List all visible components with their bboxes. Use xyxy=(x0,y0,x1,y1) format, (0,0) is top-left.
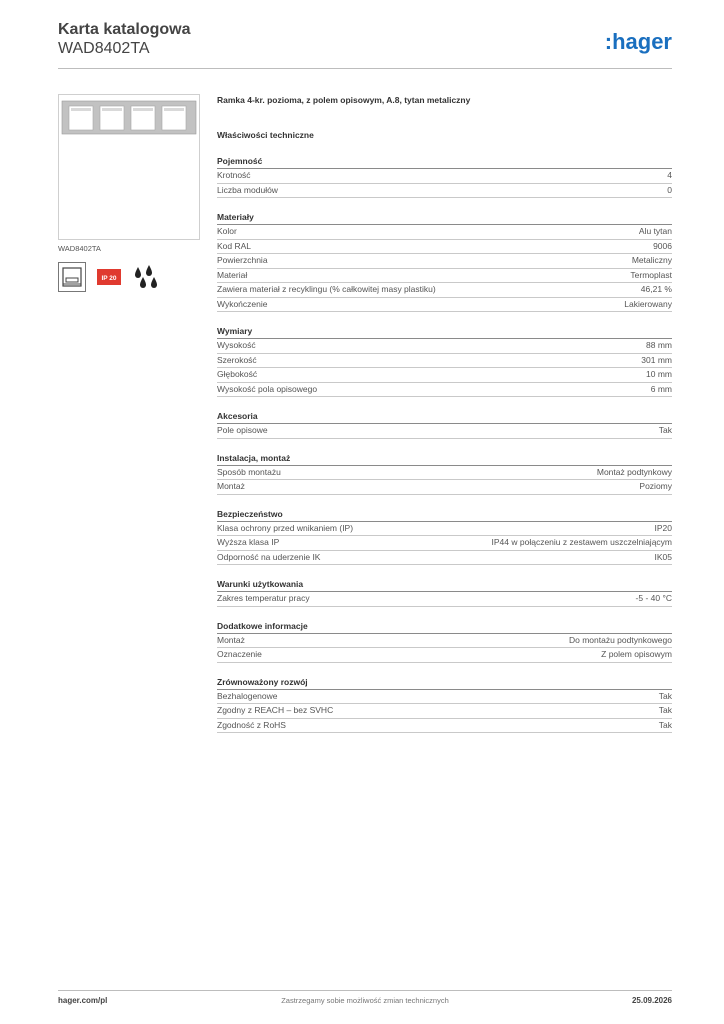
spec-label: Klasa ochrony przed wnikaniem (IP) xyxy=(217,522,354,533)
spec-label: Głębokość xyxy=(217,369,258,379)
spec-section xyxy=(217,411,672,439)
spec-label: Powierzchnia xyxy=(217,255,268,265)
spec-row xyxy=(217,551,672,566)
spec-label: Wysokość xyxy=(217,340,256,350)
spec-value: 46,21 % xyxy=(640,284,672,294)
spec-value: Termoplast xyxy=(630,269,672,280)
spec-label: Zgodny z REACH – bez SVHC xyxy=(217,705,334,715)
spec-label: Zgodność z RoHS xyxy=(217,719,286,730)
spec-value: IK05 xyxy=(654,551,672,562)
spec-row xyxy=(217,480,672,495)
product-code: WAD8402TA xyxy=(58,40,150,57)
spec-value: -5 - 40 °C xyxy=(635,593,672,603)
spec-value: Alu tytan xyxy=(638,226,672,236)
spec-label: Wyższa klasa IP xyxy=(217,537,280,547)
spec-label: Pole opisowe xyxy=(217,425,268,435)
footer-date: 25.09.2026 xyxy=(631,996,672,1005)
spec-value: Poziomy xyxy=(639,481,672,491)
spec-value: Tak xyxy=(658,425,672,435)
spec-value: Montaż podtynkowy xyxy=(596,466,672,477)
spec-value: 10 mm xyxy=(646,369,672,379)
header-divider xyxy=(58,68,672,69)
technical-properties-heading: Właściwości techniczne xyxy=(217,130,314,140)
spec-row xyxy=(217,424,672,439)
spec-value: Tak xyxy=(658,690,672,701)
product-image xyxy=(58,94,200,240)
spec-section xyxy=(217,621,672,663)
spec-label: Bezhalogenowe xyxy=(217,690,278,701)
image-caption: WAD8402TA xyxy=(58,244,101,253)
spec-row xyxy=(217,592,672,607)
spec-section xyxy=(217,212,672,312)
spec-row xyxy=(217,169,672,184)
spec-label: Zawiera materiał z recyklingu (% całkowitej masy plastiku) xyxy=(217,284,436,294)
ip-badge-text: IP 20 xyxy=(101,275,117,282)
spec-value: Do montażu podtynkowego xyxy=(568,634,672,645)
spec-row xyxy=(217,634,672,649)
logo-text: :hager xyxy=(604,29,672,54)
spec-row xyxy=(217,690,672,705)
spec-value: 301 mm xyxy=(641,354,672,365)
spec-value: Tak xyxy=(658,705,672,715)
spec-label: Szerokość xyxy=(217,354,257,365)
section-title: Materiały xyxy=(217,212,672,225)
page-header xyxy=(58,20,672,68)
spec-row xyxy=(217,298,672,313)
spec-sections xyxy=(217,156,672,733)
spec-row xyxy=(217,368,672,383)
spec-row xyxy=(217,704,672,719)
spec-value: Z polem opisowym xyxy=(601,649,672,659)
section-title: Pojemność xyxy=(217,156,672,169)
hager-logo xyxy=(592,28,672,56)
spec-row xyxy=(217,354,672,369)
spec-row xyxy=(217,466,672,481)
spec-label: Montaż xyxy=(217,634,245,645)
spec-row xyxy=(217,184,672,199)
spec-row xyxy=(217,719,672,734)
section-title: Instalacja, montaż xyxy=(217,453,672,466)
spec-section xyxy=(217,453,672,495)
product-icons xyxy=(58,262,160,292)
spec-row xyxy=(217,254,672,269)
spec-row xyxy=(217,225,672,240)
spec-value: 88 mm xyxy=(646,340,672,350)
frame-illustration xyxy=(59,95,199,239)
spec-value: Tak xyxy=(658,719,672,730)
spec-value: IP20 xyxy=(654,522,672,533)
spec-label: Kod RAL xyxy=(217,240,252,251)
spec-value: 4 xyxy=(667,170,672,180)
spec-label: Sposób montażu xyxy=(217,466,281,477)
section-title: Bezpieczeństwo xyxy=(217,509,672,522)
spec-row xyxy=(217,522,672,537)
spec-section xyxy=(217,677,672,734)
spec-label: Odporność na uderzenie IK xyxy=(217,551,321,562)
flush-mount-icon xyxy=(58,262,86,292)
spec-label: Oznaczenie xyxy=(217,649,262,659)
section-title: Warunki użytkowania xyxy=(217,579,672,592)
spec-label: Liczba modułów xyxy=(217,184,278,195)
product-description: Ramka 4-kr. pozioma, z polem opisowym, A.8, tytan metaliczny xyxy=(217,95,471,105)
water-drops-icon xyxy=(132,262,160,292)
spec-section xyxy=(217,326,672,397)
ip-rating-icon xyxy=(95,262,123,292)
spec-row xyxy=(217,269,672,284)
spec-row xyxy=(217,339,672,354)
footer-divider xyxy=(58,990,672,991)
spec-value: 0 xyxy=(667,184,672,195)
spec-label: Krotność xyxy=(217,170,251,180)
spec-label: Materiał xyxy=(217,269,248,280)
spec-row xyxy=(217,383,672,398)
spec-section xyxy=(217,579,672,607)
spec-row xyxy=(217,240,672,255)
spec-label: Zakres temperatur pracy xyxy=(217,593,310,603)
section-title: Dodatkowe informacje xyxy=(217,621,672,634)
spec-label: Wykończenie xyxy=(217,298,268,309)
footer-disclaimer: Zastrzegamy sobie możliwość zmian technicznych xyxy=(281,996,449,1005)
spec-value: 9006 xyxy=(653,240,672,251)
spec-row xyxy=(217,536,672,551)
spec-value: Metaliczny xyxy=(631,255,672,265)
section-title: Wymiary xyxy=(217,326,672,339)
spec-label: Montaż xyxy=(217,481,245,491)
footer-website: hager.com/pl xyxy=(58,996,108,1005)
page-footer xyxy=(58,996,672,1010)
spec-row xyxy=(217,648,672,663)
spec-section xyxy=(217,156,672,198)
spec-label: Kolor xyxy=(217,226,237,236)
section-title: Akcesoria xyxy=(217,411,672,424)
spec-value: 6 mm xyxy=(650,383,672,394)
product-content xyxy=(217,95,672,733)
section-title: Zrównoważony rozwój xyxy=(217,677,672,690)
document-title: Karta katalogowa xyxy=(58,21,191,38)
spec-value: Lakierowany xyxy=(624,298,672,309)
spec-row xyxy=(217,283,672,298)
spec-section xyxy=(217,509,672,566)
spec-label: Wysokość pola opisowego xyxy=(217,383,318,394)
spec-value: IP44 w połączeniu z zestawem uszczelniającym xyxy=(491,537,672,547)
